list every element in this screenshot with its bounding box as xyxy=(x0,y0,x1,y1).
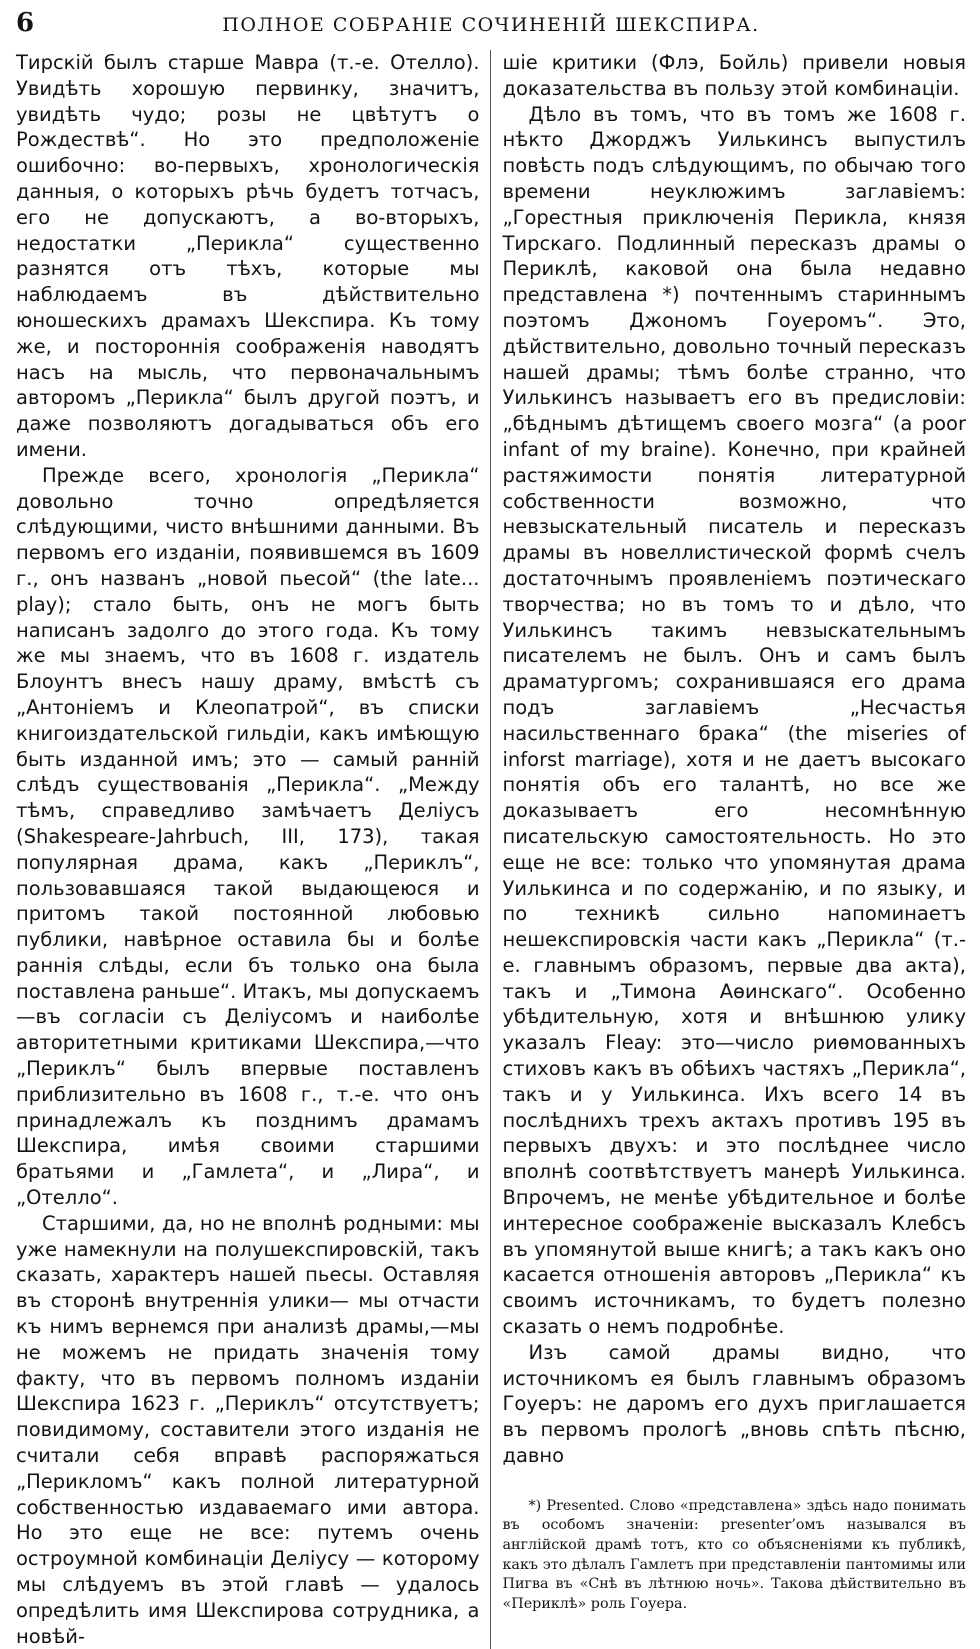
paragraph: шіе критики (Флэ, Бойль) привели новыя доказательства въ пользу этой комбинаціи. xyxy=(502,51,966,100)
page-header xyxy=(16,8,966,50)
text-columns xyxy=(16,50,966,1649)
paragraph: Старшими, да, но не вполнѣ родными: мы уже намекнули на полушекспировскій, такъ сказать, характеръ нашей пьесы. Оставляя въ сторонѣ внутреннія улики— мы отчасти къ нимъ вернемся при анализѣ драмы,—мы не можемъ не придать значенія тому факту, что въ первомъ полномъ изданіи Шекспира 1623 г. „Периклъ“ отсутствуетъ; повидимому, составители этого изданія не считали себя вправѣ распоряжаться „Перикломъ“ какъ полной литературной собственностью издаваемаго ими автора. Но это еще не все: путемъ очень остроумной комбинаціи Деліусу — которому мы слѣдуемъ въ этой главѣ — удалось опредѣлить имя Шекспирова сотрудника, а новѣй- xyxy=(16,1211,480,1648)
right-column xyxy=(490,50,967,1649)
left-column xyxy=(16,50,490,1649)
running-title: ПОЛНОЕ СОБРАНІЕ СОЧИНЕНІЙ ШЕКСПИРА. xyxy=(222,14,760,36)
paragraph: Дѣло въ томъ, что въ томъ же 1608 г. нѣкто Джорджъ Уилькинсъ выпустилъ повѣсть подъ слѣдующимъ, по обычаю того времени неуклюжимъ заглавіемъ: „Горестныя приключенія Перикла, князя Тирскаго. Подлинный пересказъ драмы о Периклѣ, каковой она была недавно представлена *) почтеннымъ стариннымъ поэтомъ Джономъ Гоуеромъ“. Это, дѣйствительно, довольно точный пересказъ нашей драмы; тѣмъ болѣе странно, что Уилькинсъ называетъ его въ предисловіи: „бѣднымъ дѣтищемъ своего мозга“ (a poor infant of my braine). Конечно, при крайней растяжимости понятія литературной собственности возможно, что невзыскательный писатель и пересказъ драмы въ новеллистической формѣ счелъ достаточнымъ проявленіемъ поэтическаго творчества; но въ томъ то и дѣло, что Уилькинсъ такимъ невзыскательнымъ писателемъ не былъ. Онъ и самъ былъ драматургомъ; сохранившаяся его драма подъ заглавіемъ „Несчастья насильственнаго брака“ (the miseries of inforst marriage), хотя и не даетъ высокаго понятія объ его талантѣ, но все же доказываетъ его несомнѣнную писательскую самостоятельность. Но это еще не все: только что упомянутая драма Уилькинса и по содержанію, и по языку, и по техникѣ сильно напоминаетъ нешекспировскія части какъ „Перикла“ (т.-е. главнымъ образомъ, первые два акта), такъ и „Тимона Аѳинскаго“. Особенно убѣдительную, хотя и внѣшнюю улику указалъ Fleay: это—число риѳмованныхъ стиховъ какъ въ обѣихъ частяхъ „Перикла“, такъ и у Уилькинса. Ихъ всего 14 въ послѣднихъ трехъ актахъ противъ 195 въ первыхъ двухъ: и это послѣднее число вполнѣ соотвѣтствуетъ манерѣ Уилькинса. Впрочемъ, не менѣе убѣдительное и болѣе интересное соображеніе высказалъ Клебсъ въ упомянутой выше книгѣ; а такъ какъ оно касается отношенія авторовъ „Перикла“ къ своимъ источникамъ, то будетъ полезно сказать о немъ подробнѣе. xyxy=(502,102,966,1339)
paragraph: Тирскій былъ старше Мавра (т.-е. Отелло). Увидѣть хорошую первинку, значитъ, увидѣть чудо; розы не цвѣтутъ о Рождествѣ“. Но это предположеніе ошибочно: во-первыхъ, хронологическія данныя, о которыхъ рѣчь будетъ тотчасъ, его не допускаютъ, а во-вторыхъ, недостатки „Перикла“ существенно разнятся отъ тѣхъ, которые мы наблюдаемъ въ дѣйствительно юношескихъ драмахъ Шекспира. Къ тому же, и постороннія соображенія наводятъ насъ на мысль, что первоначальнымъ авторомъ „Перикла“ былъ другой поэтъ, и даже позволяютъ догадываться объ его имени. xyxy=(16,51,480,461)
paragraph: Прежде всего, хронологія „Перикла“ довольно точно опредѣляется слѣдующими, чисто внѣшними данными. Въ первомъ его изданіи, появившемся въ 1609 г., онъ названъ „новой пьесой“ (the late... play); стало быть, онъ не могъ быть написанъ задолго до этого года. Къ тому же мы знаемъ, что въ 1608 г. издатель Блоунтъ внесъ нашу драму, вмѣстѣ съ „Антоніемъ и Клеопатрой“, въ списки книгоиздательской гильдіи, какъ имѣющую быть изданной имъ; это — самый ранній слѣдъ существованія „Перикла“. „Между тѣмъ, справедливо замѣчаетъ Деліусъ (Shakespeare-Jahrbuch, III, 173), такая популярная драма, какъ „Периклъ“, пользовавшаяся такой выдающеюся и притомъ такой постоянной любовью публики, навѣрное оставила бы и болѣе раннія слѣды, если бъ только она была поставлена раньше“. Итакъ, мы допускаемъ—въ согласіи съ Деліусомъ и наиболѣе авторитетными критиками Шекспира,—что „Периклъ“ былъ впервые поставленъ приблизительно въ 1608 г., т.-е. что онъ принадлежалъ къ позднимъ драмамъ Шекспира, имѣя своими старшими братьями и „Гамлета“, и „Лира“, и „Отелло“. xyxy=(16,463,480,1210)
page-number: 6 xyxy=(16,8,35,38)
footnote: *) Presented. Слово «представлена» здѣсь надо понимать въ особомъ значеніи: presenter’омъ назывался въ англійской драмѣ тотъ, кто со объясненіями къ публикѣ, какъ это дѣлалъ Гамлетъ при представленіи пантомимы или Пигва въ «Снѣ въ лѣтнюю ночь». Такова дѣйствительно въ «Периклѣ» роль Гоуера. xyxy=(502,1497,966,1612)
paragraph: Изъ самой драмы видно, что источникомъ ея былъ главнымъ образомъ Гоуеръ: не даромъ его духъ приглашается въ первомъ прологѣ „вновь спѣть пѣсню, давно xyxy=(502,1340,966,1468)
